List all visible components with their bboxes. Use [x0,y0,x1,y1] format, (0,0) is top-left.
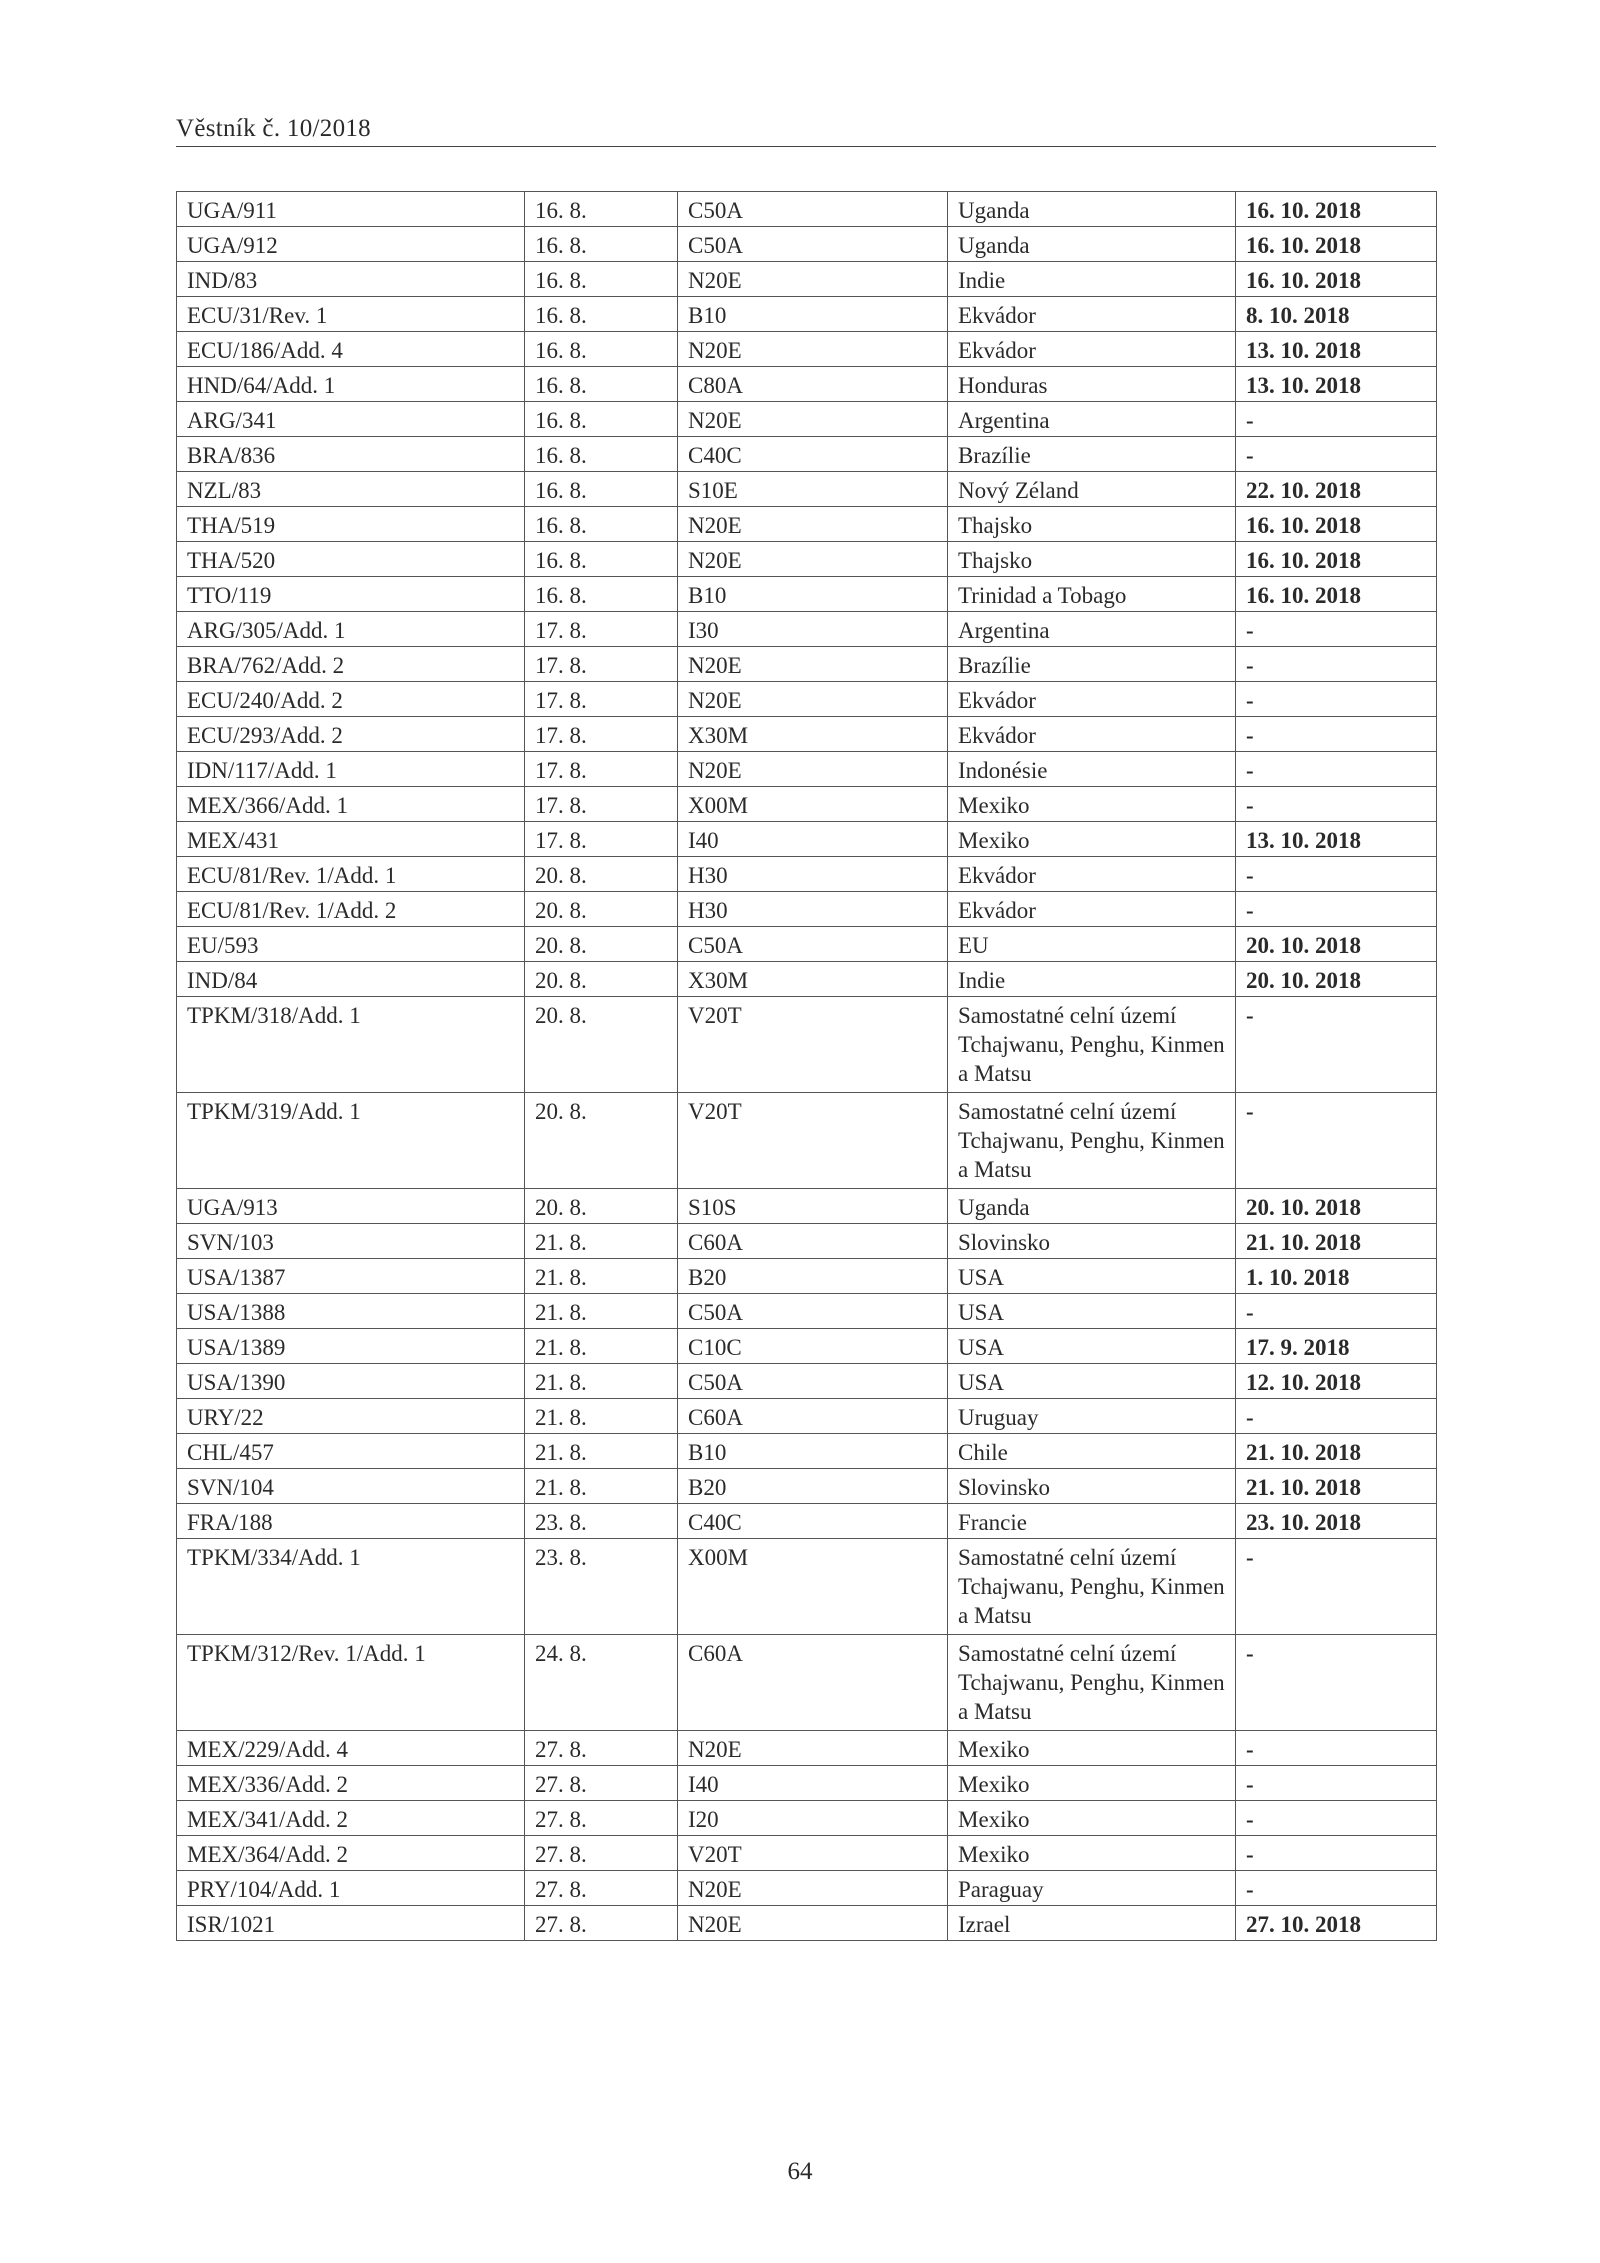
code-cell: N20E [678,1871,948,1906]
document-symbol-cell: THA/520 [177,542,525,577]
date-cell: 21. 8. [525,1259,678,1294]
document-symbol-cell: UGA/911 [177,192,525,227]
date-cell: 16. 8. [525,192,678,227]
date-cell: 17. 8. [525,822,678,857]
code-cell: V20T [678,997,948,1093]
deadline-cell: 8. 10. 2018 [1236,297,1437,332]
table-row [177,1434,1437,1469]
document-symbol-cell: MEX/229/Add. 4 [177,1731,525,1766]
code-cell: I40 [678,1766,948,1801]
country-cell: Mexiko [948,787,1236,822]
table-row [177,1329,1437,1364]
country-cell: Ekvádor [948,857,1236,892]
country-cell: Brazílie [948,437,1236,472]
deadline-cell: - [1236,1731,1437,1766]
deadline-cell: 20. 10. 2018 [1236,927,1437,962]
table-row [177,1294,1437,1329]
document-symbol-cell: UGA/912 [177,227,525,262]
country-cell: Trinidad a Tobago [948,577,1236,612]
document-symbol-cell: SVN/104 [177,1469,525,1504]
date-cell: 27. 8. [525,1871,678,1906]
date-cell: 16. 8. [525,332,678,367]
document-symbol-cell: MEX/431 [177,822,525,857]
document-symbol-cell: MEX/364/Add. 2 [177,1836,525,1871]
table-row [177,402,1437,437]
deadline-cell: 13. 10. 2018 [1236,367,1437,402]
code-cell: C80A [678,367,948,402]
document-symbol-cell: TPKM/319/Add. 1 [177,1093,525,1189]
document-symbol-cell: ECU/293/Add. 2 [177,717,525,752]
deadline-cell: 12. 10. 2018 [1236,1364,1437,1399]
code-cell: B10 [678,297,948,332]
table-row [177,1766,1437,1801]
document-symbol-cell: ISR/1021 [177,1906,525,1941]
country-cell: Slovinsko [948,1469,1236,1504]
country-cell: Brazílie [948,647,1236,682]
date-cell: 21. 8. [525,1294,678,1329]
deadline-cell: 21. 10. 2018 [1236,1469,1437,1504]
deadline-cell: 22. 10. 2018 [1236,472,1437,507]
journal-title: Věstník č. 10/2018 [176,115,371,142]
country-cell: Ekvádor [948,682,1236,717]
code-cell: B20 [678,1469,948,1504]
deadline-cell: - [1236,612,1437,647]
country-cell: Chile [948,1434,1236,1469]
code-cell: N20E [678,332,948,367]
code-cell: X30M [678,717,948,752]
document-symbol-cell: TPKM/318/Add. 1 [177,997,525,1093]
deadline-cell: - [1236,1399,1437,1434]
document-symbol-cell: EU/593 [177,927,525,962]
table-row [177,297,1437,332]
country-cell: Thajsko [948,542,1236,577]
code-cell: C10C [678,1329,948,1364]
date-cell: 27. 8. [525,1906,678,1941]
code-cell: N20E [678,647,948,682]
date-cell: 16. 8. [525,472,678,507]
code-cell: C50A [678,227,948,262]
date-cell: 17. 8. [525,612,678,647]
table-row [177,647,1437,682]
deadline-cell: - [1236,1539,1437,1635]
country-cell: Ekvádor [948,717,1236,752]
date-cell: 27. 8. [525,1801,678,1836]
code-cell: C50A [678,927,948,962]
date-cell: 17. 8. [525,787,678,822]
date-cell: 20. 8. [525,927,678,962]
date-cell: 20. 8. [525,1189,678,1224]
deadline-cell: - [1236,1836,1437,1871]
country-cell: Samostatné celní území Tchajwanu, Penghu, Kinmen a Matsu [948,997,1236,1093]
table-row [177,262,1437,297]
code-cell: H30 [678,892,948,927]
date-cell: 16. 8. [525,367,678,402]
table-row [177,1469,1437,1504]
deadline-cell: 16. 10. 2018 [1236,577,1437,612]
date-cell: 20. 8. [525,962,678,997]
table-row [177,192,1437,227]
document-symbol-cell: FRA/188 [177,1504,525,1539]
date-cell: 16. 8. [525,507,678,542]
date-cell: 23. 8. [525,1539,678,1635]
deadline-cell: - [1236,1766,1437,1801]
code-cell: X00M [678,1539,948,1635]
date-cell: 16. 8. [525,542,678,577]
deadline-cell: - [1236,857,1437,892]
table-row [177,332,1437,367]
document-symbol-cell: NZL/83 [177,472,525,507]
deadline-cell: 20. 10. 2018 [1236,1189,1437,1224]
code-cell: N20E [678,507,948,542]
date-cell: 23. 8. [525,1504,678,1539]
table-row [177,892,1437,927]
code-cell: B20 [678,1259,948,1294]
table-row [177,437,1437,472]
table-row [177,1364,1437,1399]
country-cell: Argentina [948,612,1236,647]
deadline-cell: - [1236,647,1437,682]
code-cell: H30 [678,857,948,892]
country-cell: Ekvádor [948,892,1236,927]
date-cell: 21. 8. [525,1329,678,1364]
document-symbol-cell: MEX/341/Add. 2 [177,1801,525,1836]
deadline-cell: - [1236,752,1437,787]
deadline-cell: - [1236,1635,1437,1731]
deadline-cell: - [1236,997,1437,1093]
deadline-cell: 23. 10. 2018 [1236,1504,1437,1539]
document-symbol-cell: USA/1389 [177,1329,525,1364]
table-row [177,1731,1437,1766]
deadline-cell: 13. 10. 2018 [1236,332,1437,367]
table-row [177,752,1437,787]
deadline-cell: 16. 10. 2018 [1236,227,1437,262]
date-cell: 21. 8. [525,1364,678,1399]
table-row [177,717,1437,752]
document-symbol-cell: ECU/31/Rev. 1 [177,297,525,332]
table-row [177,227,1437,262]
document-symbol-cell: USA/1388 [177,1294,525,1329]
table-row [177,1399,1437,1434]
date-cell: 20. 8. [525,892,678,927]
country-cell: Uganda [948,192,1236,227]
table-row [177,1093,1437,1189]
country-cell: USA [948,1329,1236,1364]
country-cell: Honduras [948,367,1236,402]
table-row [177,367,1437,402]
deadline-cell: 16. 10. 2018 [1236,192,1437,227]
deadline-cell: 16. 10. 2018 [1236,542,1437,577]
code-cell: C60A [678,1399,948,1434]
table-row [177,997,1437,1093]
date-cell: 21. 8. [525,1224,678,1259]
document-symbol-cell: HND/64/Add. 1 [177,367,525,402]
document-symbol-cell: ECU/81/Rev. 1/Add. 1 [177,857,525,892]
document-symbol-cell: ARG/341 [177,402,525,437]
code-cell: V20T [678,1093,948,1189]
country-cell: Mexiko [948,1836,1236,1871]
code-cell: N20E [678,402,948,437]
date-cell: 24. 8. [525,1635,678,1731]
table-row [177,1504,1437,1539]
document-symbol-cell: ARG/305/Add. 1 [177,612,525,647]
deadline-cell: - [1236,1801,1437,1836]
date-cell: 16. 8. [525,227,678,262]
date-cell: 16. 8. [525,402,678,437]
code-cell: S10S [678,1189,948,1224]
document-symbol-cell: USA/1387 [177,1259,525,1294]
country-cell: Indie [948,962,1236,997]
country-cell: USA [948,1364,1236,1399]
country-cell: USA [948,1294,1236,1329]
table-row [177,927,1437,962]
deadline-cell: 21. 10. 2018 [1236,1434,1437,1469]
code-cell: N20E [678,262,948,297]
code-cell: X00M [678,787,948,822]
table-row [177,1801,1437,1836]
code-cell: C40C [678,1504,948,1539]
table-row [177,1871,1437,1906]
document-symbol-cell: IND/83 [177,262,525,297]
country-cell: Thajsko [948,507,1236,542]
code-cell: N20E [678,1906,948,1941]
table-row [177,962,1437,997]
code-cell: N20E [678,682,948,717]
table-row [177,857,1437,892]
code-cell: S10E [678,472,948,507]
code-cell: C50A [678,1294,948,1329]
date-cell: 20. 8. [525,997,678,1093]
country-cell: Uganda [948,1189,1236,1224]
deadline-cell: - [1236,1093,1437,1189]
document-symbol-cell: ECU/240/Add. 2 [177,682,525,717]
table-row [177,1189,1437,1224]
code-cell: C50A [678,1364,948,1399]
table-row [177,787,1437,822]
code-cell: C60A [678,1635,948,1731]
document-symbol-cell: TPKM/334/Add. 1 [177,1539,525,1635]
document-symbol-cell: ECU/81/Rev. 1/Add. 2 [177,892,525,927]
notifications-table [176,191,1437,1941]
table-row [177,1836,1437,1871]
country-cell: Argentina [948,402,1236,437]
deadline-cell: 20. 10. 2018 [1236,962,1437,997]
country-cell: Nový Zéland [948,472,1236,507]
deadline-cell: 13. 10. 2018 [1236,822,1437,857]
table-row [177,507,1437,542]
date-cell: 17. 8. [525,647,678,682]
deadline-cell: 27. 10. 2018 [1236,1906,1437,1941]
deadline-cell: 1. 10. 2018 [1236,1259,1437,1294]
country-cell: Ekvádor [948,332,1236,367]
date-cell: 27. 8. [525,1836,678,1871]
date-cell: 27. 8. [525,1766,678,1801]
country-cell: Mexiko [948,822,1236,857]
deadline-cell: - [1236,787,1437,822]
document-symbol-cell: THA/519 [177,507,525,542]
date-cell: 21. 8. [525,1434,678,1469]
code-cell: I40 [678,822,948,857]
deadline-cell: - [1236,682,1437,717]
date-cell: 21. 8. [525,1399,678,1434]
country-cell: Samostatné celní území Tchajwanu, Penghu, Kinmen a Matsu [948,1539,1236,1635]
code-cell: C50A [678,192,948,227]
code-cell: N20E [678,752,948,787]
country-cell: Indonésie [948,752,1236,787]
country-cell: Paraguay [948,1871,1236,1906]
document-symbol-cell: URY/22 [177,1399,525,1434]
table-row [177,472,1437,507]
code-cell: C40C [678,437,948,472]
country-cell: Samostatné celní území Tchajwanu, Penghu, Kinmen a Matsu [948,1635,1236,1731]
code-cell: N20E [678,542,948,577]
code-cell: I30 [678,612,948,647]
deadline-cell: - [1236,437,1437,472]
document-symbol-cell: PRY/104/Add. 1 [177,1871,525,1906]
table-row [177,1635,1437,1731]
country-cell: Mexiko [948,1731,1236,1766]
country-cell: Uruguay [948,1399,1236,1434]
document-symbol-cell: TPKM/312/Rev. 1/Add. 1 [177,1635,525,1731]
document-symbol-cell: USA/1390 [177,1364,525,1399]
document-symbol-cell: SVN/103 [177,1224,525,1259]
date-cell: 16. 8. [525,262,678,297]
page-number: 64 [787,2158,813,2185]
date-cell: 16. 8. [525,577,678,612]
country-cell: Indie [948,262,1236,297]
date-cell: 17. 8. [525,682,678,717]
country-cell: EU [948,927,1236,962]
table-row [177,542,1437,577]
country-cell: Izrael [948,1906,1236,1941]
date-cell: 20. 8. [525,857,678,892]
date-cell: 17. 8. [525,752,678,787]
code-cell: N20E [678,1731,948,1766]
deadline-cell: - [1236,717,1437,752]
table-row [177,577,1437,612]
deadline-cell: 21. 10. 2018 [1236,1224,1437,1259]
deadline-cell: - [1236,892,1437,927]
document-symbol-cell: ECU/186/Add. 4 [177,332,525,367]
table-row [177,612,1437,647]
date-cell: 27. 8. [525,1731,678,1766]
table-row [177,1906,1437,1941]
code-cell: I20 [678,1801,948,1836]
date-cell: 16. 8. [525,437,678,472]
deadline-cell: - [1236,402,1437,437]
country-cell: Francie [948,1504,1236,1539]
country-cell: Samostatné celní území Tchajwanu, Penghu, Kinmen a Matsu [948,1093,1236,1189]
page-header [176,112,1436,147]
country-cell: Slovinsko [948,1224,1236,1259]
document-symbol-cell: BRA/836 [177,437,525,472]
document-symbol-cell: IND/84 [177,962,525,997]
country-cell: Uganda [948,227,1236,262]
country-cell: Mexiko [948,1766,1236,1801]
table-row [177,1259,1437,1294]
date-cell: 16. 8. [525,297,678,332]
code-cell: C60A [678,1224,948,1259]
country-cell: Ekvádor [948,297,1236,332]
document-symbol-cell: CHL/457 [177,1434,525,1469]
deadline-cell: 16. 10. 2018 [1236,262,1437,297]
code-cell: B10 [678,577,948,612]
country-cell: Mexiko [948,1801,1236,1836]
document-symbol-cell: TTO/119 [177,577,525,612]
document-symbol-cell: IDN/117/Add. 1 [177,752,525,787]
document-symbol-cell: UGA/913 [177,1189,525,1224]
notifications-table-body [177,192,1437,1941]
code-cell: B10 [678,1434,948,1469]
table-row [177,1539,1437,1635]
code-cell: X30M [678,962,948,997]
document-symbol-cell: MEX/366/Add. 1 [177,787,525,822]
table-row [177,682,1437,717]
date-cell: 20. 8. [525,1093,678,1189]
document-symbol-cell: BRA/762/Add. 2 [177,647,525,682]
table-row [177,1224,1437,1259]
document-symbol-cell: MEX/336/Add. 2 [177,1766,525,1801]
deadline-cell: 17. 9. 2018 [1236,1329,1437,1364]
code-cell: V20T [678,1836,948,1871]
table-row [177,822,1437,857]
date-cell: 21. 8. [525,1469,678,1504]
date-cell: 17. 8. [525,717,678,752]
deadline-cell: - [1236,1294,1437,1329]
deadline-cell: 16. 10. 2018 [1236,507,1437,542]
deadline-cell: - [1236,1871,1437,1906]
country-cell: USA [948,1259,1236,1294]
